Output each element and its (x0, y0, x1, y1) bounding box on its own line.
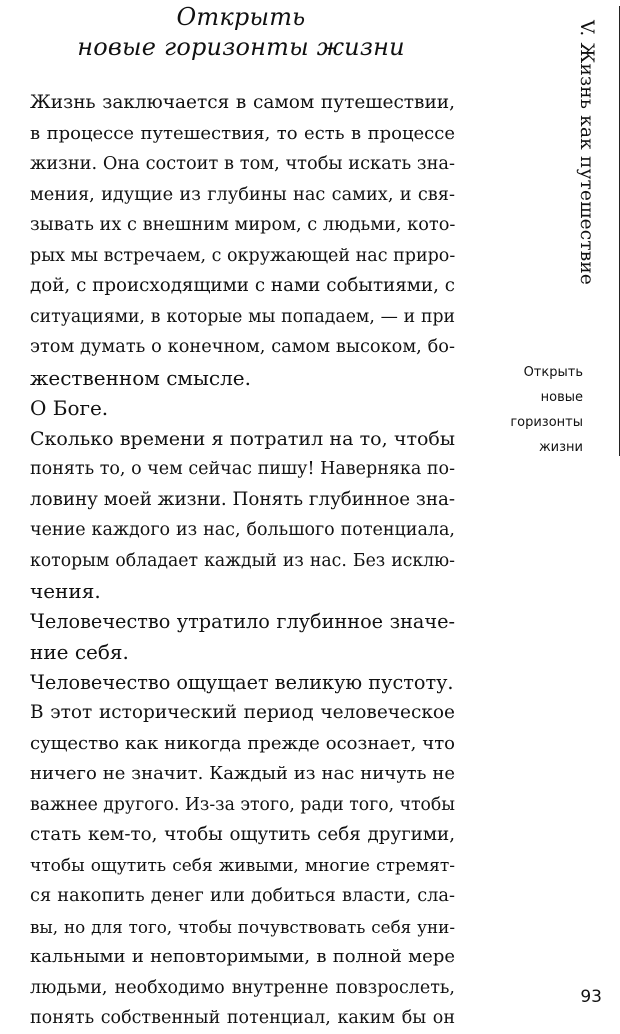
text-line: чения. (30, 579, 101, 603)
text-line: вы, но для того, чтобы почувствовать себя уни- (30, 916, 455, 937)
text-line: чтобы ощутить себя живыми, многие стремят- (30, 855, 455, 876)
text-line: В этот исторический период человеческое (30, 702, 455, 723)
text-line: этом думать о конечном, самом высоком, бо- (30, 337, 455, 357)
side-nav-line: новые (540, 390, 583, 405)
text-line: зывать их с внешним миром, с людьми, кото- (30, 215, 456, 235)
text-line: Человечество ощущает великую пустоту. (30, 670, 454, 694)
text-line: понять собственный потенциал, каким бы он (30, 1008, 455, 1028)
text-line: рых мы встречаем, с окружающей нас приро- (30, 245, 456, 266)
text-line: Человечество утратило глубинное значе- (30, 609, 455, 633)
text-line: людьми, необходимо внутренне повзрослеть, (30, 977, 455, 998)
section-title-line-1: Открыть (176, 3, 306, 31)
side-nav-line: горизонты (510, 415, 583, 430)
text-line: ся накопить денег или добиться власти, сла- (30, 886, 455, 906)
section-title-line-2: новые горизонты жизни (77, 33, 405, 61)
text-line: в процессе путешествия, то есть в процессе (30, 122, 455, 144)
side-nav (470, 360, 583, 460)
side-nav-line: Открыть (523, 365, 583, 380)
text-line: дой, с происходящими с нами событиями, с (30, 275, 455, 296)
body-text (30, 88, 455, 1034)
text-line: стать кем-то, чтобы ощутить себя другими, (30, 824, 455, 845)
text-line: кальными и неповторимыми, в полной мере (30, 946, 455, 967)
text-line: чение каждого из нас, большого потенциала, (30, 520, 455, 540)
text-line: которым обладает каждый из нас. Без исклю- (30, 550, 455, 571)
text-line: Сколько времени я потратил на то, чтобы (30, 427, 455, 450)
text-line: жизни. Она состоит в том, чтобы искать зна- (30, 154, 455, 174)
text-line: существо как никогда прежде осознает, что (30, 732, 455, 754)
text-line: ние себя. (30, 640, 129, 664)
side-nav-line: жизни (538, 440, 583, 455)
text-line: ситуациями, в которые мы попадаем, — и при (30, 306, 455, 327)
text-line: жественном смысле. (30, 365, 251, 390)
text-line: Жизнь заключается в самом путешествии, (30, 92, 455, 113)
text-line: мения, идущие из глубины нас самих, и свя- (30, 184, 455, 205)
running-head: V. Жизнь как путешествие (576, 20, 597, 286)
text-line: понять то, о чем сейчас пишу! Наверняка по- (30, 459, 455, 479)
text-line: важнее другого. Из-за этого, ради того, чтобы (30, 794, 456, 815)
text-line: ничего не значит. Каждый из нас ничуть не (30, 763, 455, 784)
text-line: ловину моей жизни. Понять глубинное зна- (30, 488, 456, 510)
text-line: О Боге. (30, 396, 109, 420)
page-number: 93 (580, 987, 602, 1007)
